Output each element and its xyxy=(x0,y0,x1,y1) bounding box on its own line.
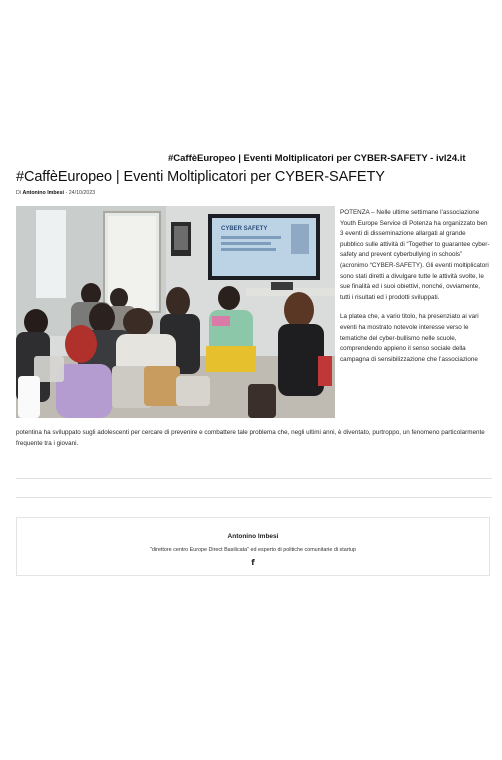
article-body-side xyxy=(340,208,490,374)
facebook-icon[interactable]: f xyxy=(251,558,255,567)
screen-text: CYBER SAFETY xyxy=(221,226,268,232)
author-box-name[interactable]: Antonino Imbesi xyxy=(227,533,279,540)
site-title: #CaffèEuropeo | Eventi Moltiplicatori per CYBER-SAFETY - ivl24.it xyxy=(168,153,466,164)
paragraph-2-start: La platea che, a vario titolo, ha presenziato ai vari eventi ha mostrato notevole interesse verso le tematiche del cyber-bullismo nelle scuole, comprendendo appieno il senso sociale della campagna di sensibilizzazione che l’associazione xyxy=(340,313,479,363)
paragraph-2-continued: potentina ha sviluppato sugli adolescenti per cercare di prevenire e combattere tale problema che, negli ultimi anni, è diventato, purtroppo, un fenomeno particolarmente frequente tra i giovani. xyxy=(16,429,485,447)
divider xyxy=(16,478,492,479)
article-title: #CaffèEuropeo | Eventi Moltiplicatori per CYBER-SAFETY xyxy=(16,169,385,185)
article-photo xyxy=(16,206,335,418)
byline xyxy=(16,190,95,196)
divider xyxy=(16,497,492,498)
paragraph-1: POTENZA – Nelle ultime settimane l’associazione Youth Europe Service di Potenza ha organizzato ben 3 eventi di disseminazione allargati al grande pubblico sulle attività di “Together to guarantee cyber-safety and prevent cyberbullying in schools” (acronimo “CYBER-SAFETY). Gli eventi moltiplicatori sono stati diretti a divulgare tutte le attività svolte, le sue finalità ed i suoi obiettivi, nonché, ovviamente, tutti i risultati ed i prodotti sviluppati. xyxy=(340,209,490,301)
byline-author-link[interactable]: Antonino Imbesi xyxy=(22,190,64,196)
byline-date-separator: - xyxy=(64,190,69,196)
byline-prefix: Di xyxy=(16,190,22,196)
author-box-description: "direttore centro Europe Direct Basilicata" ed esperto di politiche comunitarie di startup xyxy=(149,547,357,553)
byline-date: 24/10/2023 xyxy=(68,190,96,196)
author-box xyxy=(16,517,490,576)
